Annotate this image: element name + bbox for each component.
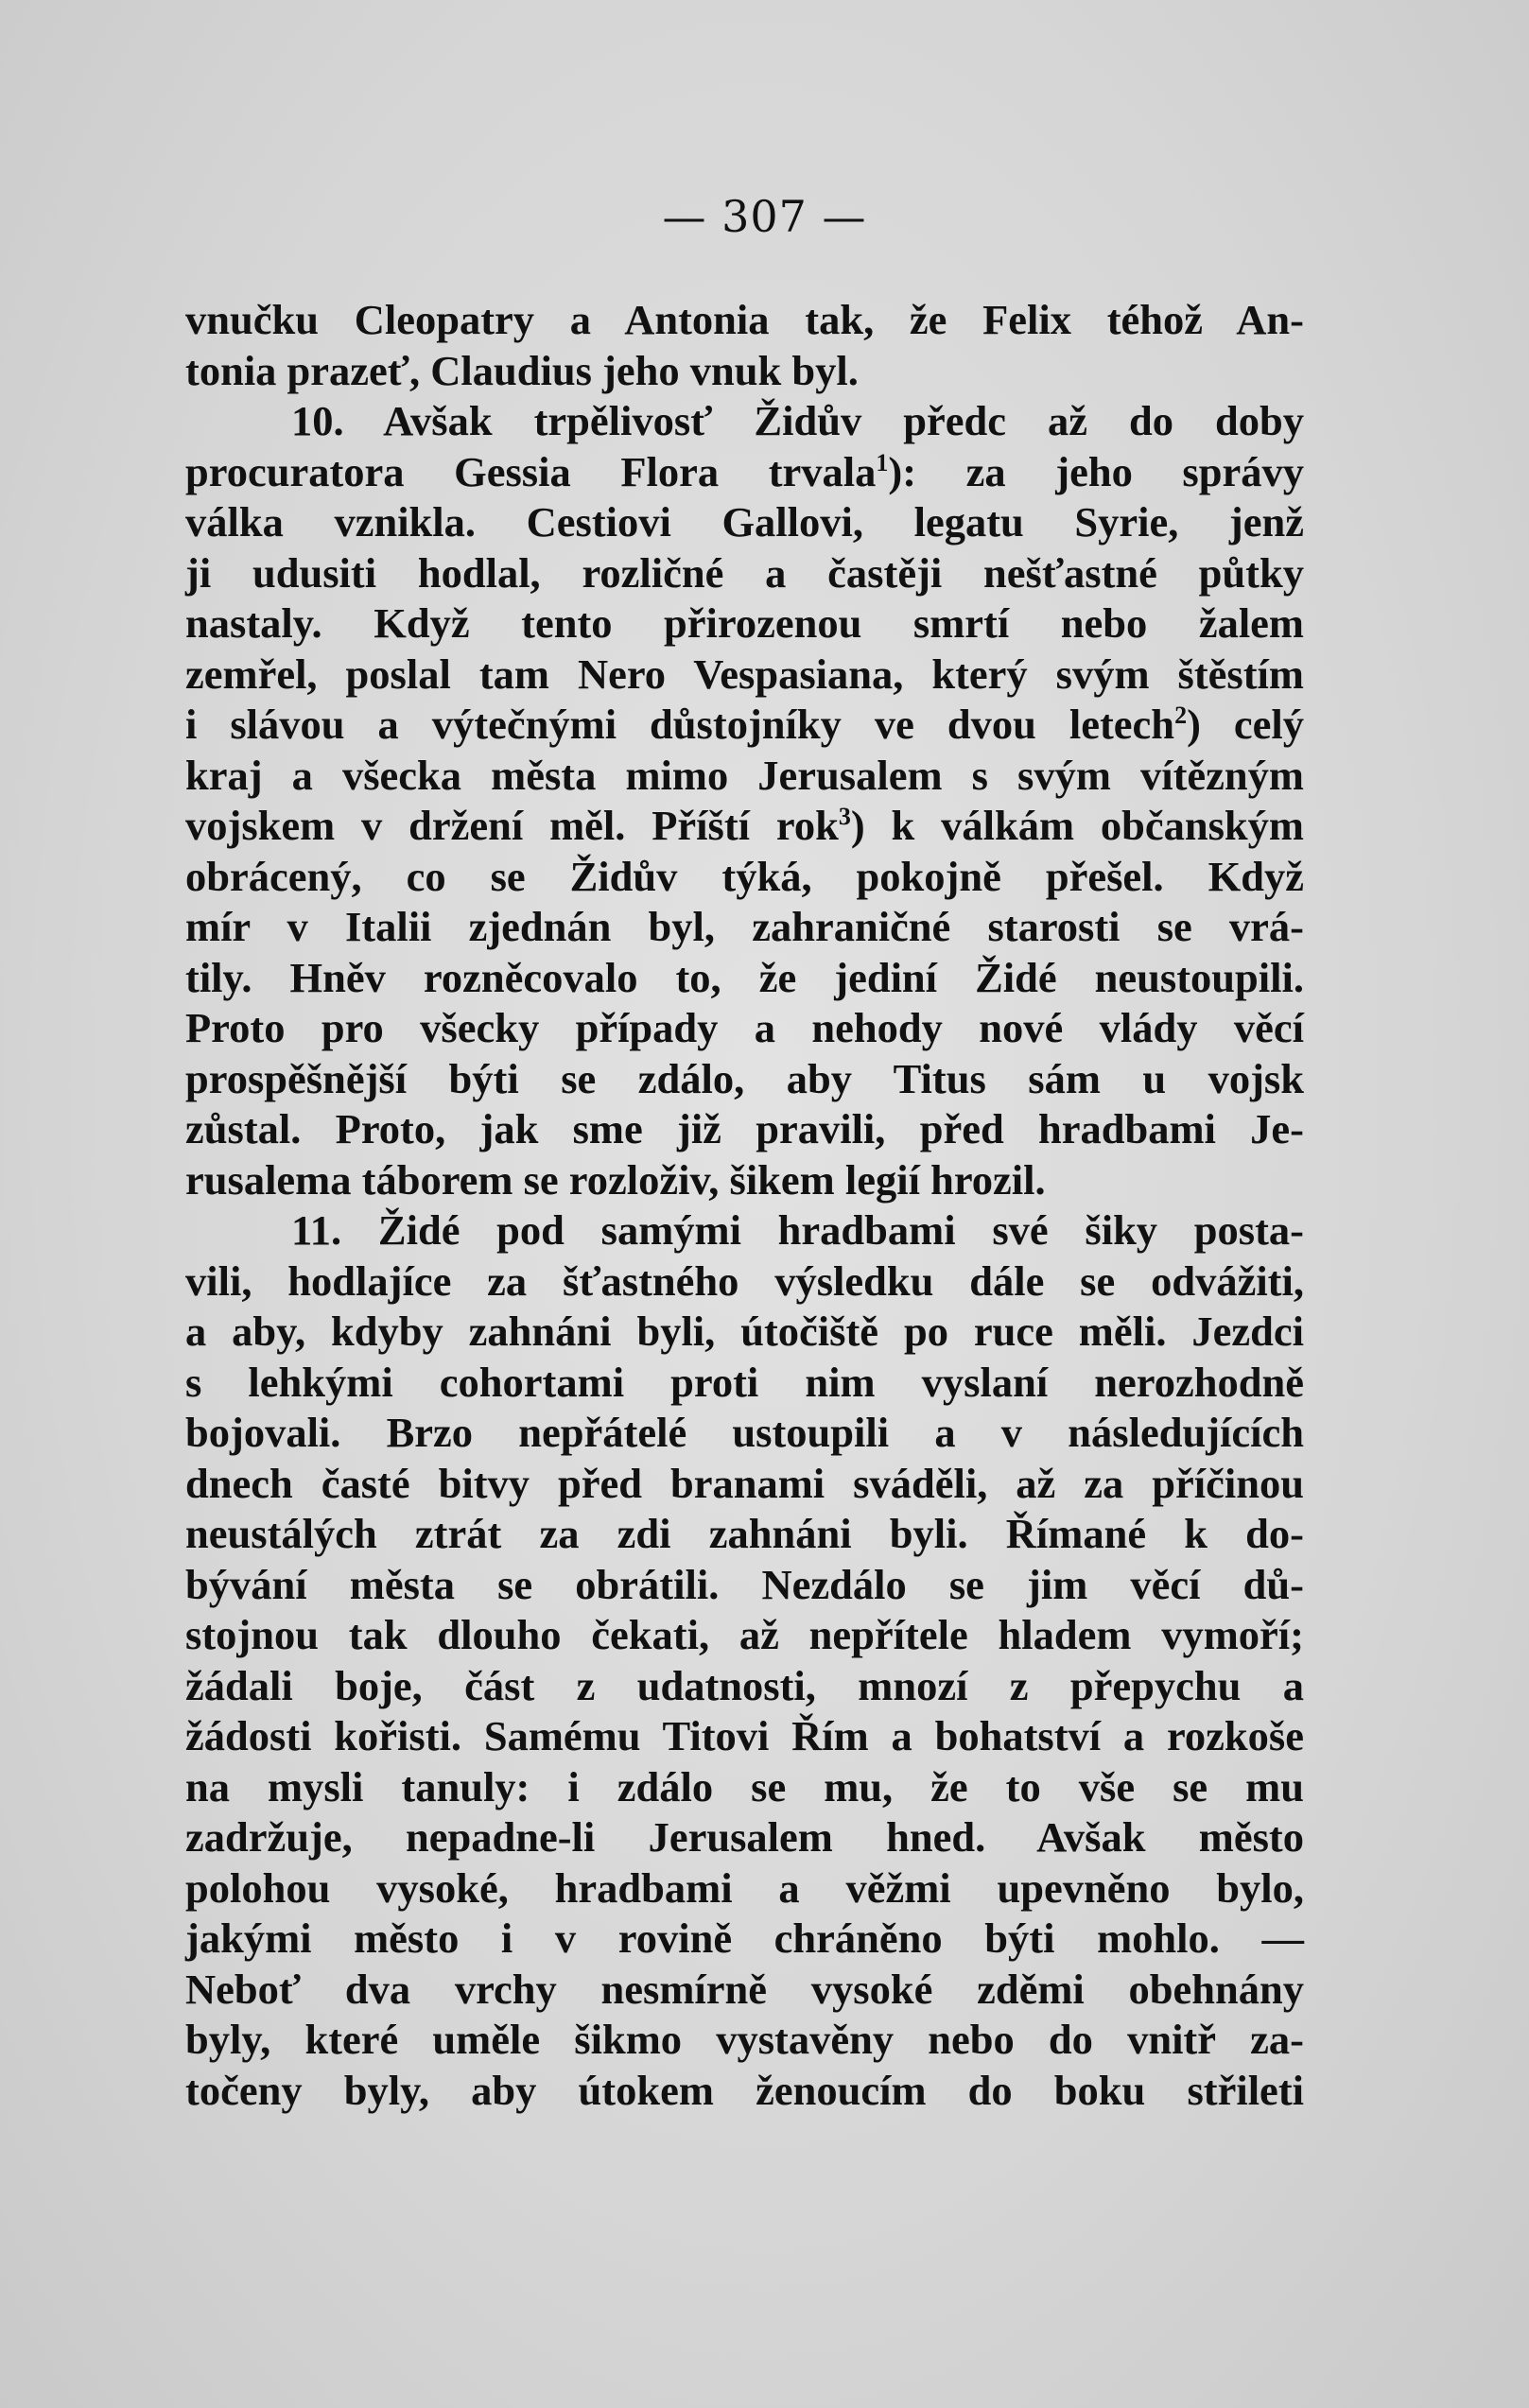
text-line (185, 1155, 1304, 1206)
line-text-continued: ): za jeho správy (888, 447, 1304, 495)
text-line (185, 1711, 1304, 1762)
footnote-marker: 1 (876, 448, 889, 476)
text-line (185, 447, 1304, 498)
line-text: polohou vysoké, hradbami a věžmi upevněno bylo, (185, 1863, 1304, 1912)
text-line (185, 1863, 1304, 1914)
line-text: dnech časté bitvy před branami sváděli, až za příčinou (185, 1459, 1304, 1507)
text-line (185, 1762, 1304, 1813)
text-line (185, 1610, 1304, 1661)
text-line (185, 1812, 1304, 1863)
line-text: prospěšnější býti se zdálo, aby Titus sám u vojsk (185, 1054, 1304, 1102)
text-line (185, 700, 1304, 751)
text-line (185, 548, 1304, 599)
line-text: obrácený, co se Židův týká, pokojně přešel. Když (185, 852, 1304, 900)
line-text: žádali boje, část z udatnosti, mnozí z přepychu a (185, 1661, 1304, 1709)
line-text: Proto pro všecky případy a nehody nové vlády věcí (185, 1004, 1304, 1051)
line-text: 11. Židé pod samými hradbami své šiky posta- (291, 1206, 1304, 1254)
text-line (185, 497, 1304, 548)
text-line (185, 1358, 1304, 1409)
text-line (185, 1003, 1304, 1054)
text-line (185, 1205, 1304, 1256)
line-text-continued: ) k válkám občanským (850, 802, 1305, 849)
line-text: vnučku Cleopatry a Antonia tak, že Felix téhož An- (185, 296, 1304, 343)
line-text: na mysli tanuly: i zdálo se mu, že to vše se mu (185, 1762, 1304, 1810)
line-text: jakými město i v rovině chráněno býti mohlo. — (185, 1914, 1304, 1962)
line-text: bojovali. Brzo nepřátelé ustoupili a v následujících (185, 1409, 1304, 1456)
line-text: zemřel, poslal tam Nero Vespasiana, který svým štěstím (185, 650, 1304, 698)
footnote-marker: 3 (838, 803, 851, 831)
text-line (185, 801, 1304, 852)
line-text: stojnou tak dlouho čekati, až nepřítele hladem vymoří; (185, 1611, 1304, 1658)
text-line (185, 1408, 1304, 1459)
text-line (185, 650, 1304, 701)
text-line (185, 1054, 1304, 1105)
text-line (185, 1459, 1304, 1510)
line-text: tily. Hněv rozněcovalo to, že jediní Židé neustoupili. (185, 953, 1304, 1001)
text-line (185, 346, 1304, 397)
text-line (185, 1560, 1304, 1611)
line-text: válka vznikla. Cestiovi Gallovi, legatu Syrie, jenž (185, 498, 1304, 546)
line-text: procuratora Gessia Flora trvala (185, 447, 877, 495)
line-text: Neboť dva vrchy nesmírně vysoké zděmi obehnány (185, 1965, 1304, 2013)
line-text: neustálých ztrát za zdi zahnáni byli. Římané k do- (185, 1510, 1304, 1557)
text-line (185, 751, 1304, 802)
text-line (185, 953, 1304, 1004)
line-text: žádosti kořisti. Samému Titovi Řím a bohatství a rozkoše (185, 1712, 1304, 1759)
line-text: bývání města se obrátili. Nezdálo se jim věcí dů- (185, 1560, 1304, 1608)
line-text: mír v Italii zjednán byl, zahraničné starosti se vrá- (185, 903, 1304, 950)
line-text: vili, hodlajíce za šťastného výsledku dále se odvážiti, (185, 1256, 1304, 1305)
line-text: rusalema táborem se rozloživ, šikem legií hrozil. (185, 1155, 1046, 1204)
line-text: i slávou a výtečnými důstojníky ve dvou letech (185, 701, 1175, 748)
text-line (185, 1104, 1304, 1155)
line-text: nastaly. Když tento přirozenou smrtí nebo žalem (185, 599, 1304, 647)
line-text: 10. Avšak trpělivosť Židův předc až do doby (291, 397, 1304, 444)
text-line (185, 1914, 1304, 1965)
line-text: tonia prazeť, Claudius jeho vnuk byl. (185, 346, 859, 394)
text-line (185, 2066, 1304, 2117)
line-text: ji udusiti hodlal, rozličné a častěji nešťastné půtky (185, 548, 1304, 597)
text-line (185, 902, 1304, 953)
text-line (185, 295, 1304, 346)
text-line (185, 1965, 1304, 2016)
line-text: zadržuje, nepadne-li Jerusalem hned. Avšak město (185, 1813, 1304, 1861)
line-text: zůstal. Proto, jak sme již pravili, před hradbami Je- (185, 1105, 1304, 1152)
line-text: vojskem v držení měl. Příští rok (185, 802, 839, 849)
body-text (185, 295, 1304, 2116)
text-line (185, 1509, 1304, 1560)
line-text: kraj a všecka města mimo Jerusalem s svým vítězným (185, 751, 1304, 799)
line-text: a aby, kdyby zahnáni byli, útočiště po ruce měli. Jezdci (185, 1308, 1304, 1355)
line-text: točeny byly, aby útokem ženoucím do boku střileti (185, 2066, 1304, 2114)
page-number: — 307 — (662, 191, 867, 242)
line-text-continued: ) celý (1187, 701, 1304, 748)
line-text: byly, které uměle šikmo vystavěny nebo do vnitř za- (185, 2016, 1304, 2063)
text-line (185, 1256, 1304, 1308)
text-line (185, 1307, 1304, 1358)
text-line (185, 396, 1304, 447)
text-line (185, 2015, 1304, 2066)
footnote-marker: 2 (1174, 702, 1188, 730)
text-line (185, 852, 1304, 903)
text-line (185, 598, 1304, 650)
text-line (185, 1661, 1304, 1712)
line-text: s lehkými cohortami proti nim vyslaní nerozhodně (185, 1358, 1304, 1406)
